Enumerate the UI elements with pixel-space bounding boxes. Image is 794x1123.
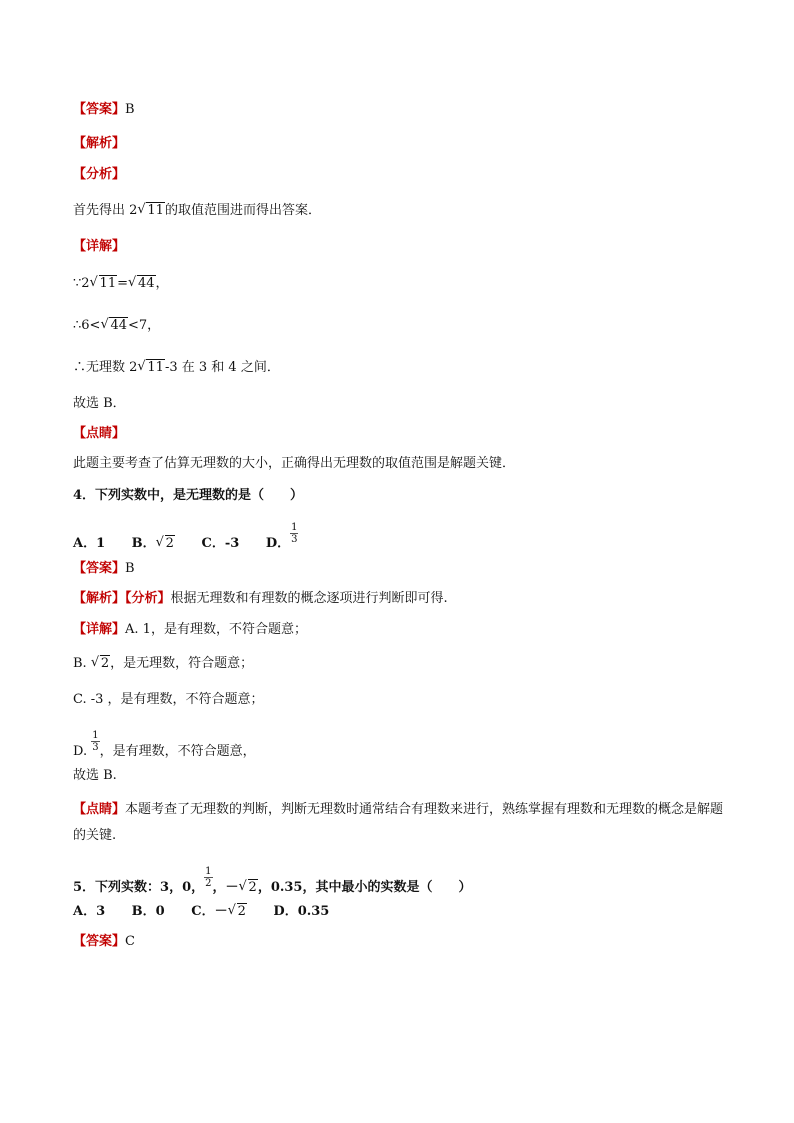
q4-options — [73, 522, 320, 555]
text: -3 在 3 和 4 之间． — [164, 360, 280, 375]
sqrt: √ 11 — [89, 275, 117, 291]
option-c — [191, 903, 247, 921]
text: 的取值范围进而得出答案． — [164, 203, 321, 218]
option-b — [132, 535, 175, 553]
q5-answer — [73, 933, 135, 951]
answer-tag: 【答案】 — [73, 102, 126, 117]
q4-detail-c — [73, 691, 264, 709]
text: ，0.35，其中最小的实数是（ ） — [257, 880, 472, 895]
q3-xiangjie-heading — [73, 238, 125, 256]
q3-step1 — [73, 275, 169, 293]
sqrt: √ 2 — [155, 535, 174, 551]
question-text: 4．下列实数中，是无理数的是（ ） — [73, 488, 304, 503]
text: D. — [73, 744, 92, 759]
text: ∵2 — [73, 276, 90, 291]
dianjing-tag: 【点睛】 — [73, 802, 126, 817]
text: ，是无理数，符合题意； — [110, 656, 254, 671]
q3-conclusion — [73, 395, 126, 413]
q4-detail-b — [73, 655, 253, 673]
fenxi-tag: 【分析】 — [125, 591, 171, 606]
answer-value: B — [125, 561, 135, 576]
option-label: B． — [131, 536, 156, 551]
q4-question — [73, 487, 303, 505]
text: = — [117, 276, 128, 291]
q3-analysis-heading — [73, 135, 125, 153]
answer-tag: 【答案】 — [73, 561, 126, 576]
option-a: A．1 — [73, 536, 106, 551]
q3-dianjing-heading — [73, 425, 125, 443]
analysis-tag: 【解析】 — [73, 591, 126, 606]
text: 此题主要考查了估算无理数的大小，正确得出无理数的取值范围是解题关键． — [73, 456, 516, 471]
option-d — [265, 522, 299, 555]
radicand: 11 — [147, 360, 164, 375]
text: 故选 B. — [73, 768, 117, 783]
fraction — [204, 866, 212, 889]
numerator: 1 — [291, 522, 298, 533]
q3-step3 — [73, 359, 280, 377]
option-a: A．3 — [73, 904, 106, 919]
text: ∴无理数 2 — [73, 360, 138, 375]
q3-step2 — [73, 317, 160, 335]
radicand: 2 — [100, 656, 110, 671]
option-d: D．0.35 — [273, 904, 330, 919]
q4-detail-a — [73, 621, 307, 639]
option-label: D． — [265, 536, 291, 551]
option-b: B．0 — [131, 904, 165, 919]
text: ∴6< — [73, 318, 101, 333]
q4-dianjing — [73, 797, 733, 849]
text: 根据无理数和有理数的概念逐项进行判断即可得. — [170, 591, 448, 606]
numerator: 1 — [205, 866, 212, 877]
xiangjie-tag: 【详解】 — [73, 622, 126, 637]
sqrt: √ 11 — [137, 202, 164, 218]
text: A. 1，是有理数，不符合题意； — [125, 622, 307, 637]
numerator: 1 — [92, 730, 99, 741]
radicand: 11 — [99, 276, 117, 291]
sqrt: √ 2 — [238, 879, 257, 895]
text: ，是有理数，不符合题意， — [99, 744, 256, 759]
text: C. -3 ，是有理数，不符合题意； — [73, 692, 264, 707]
fraction — [91, 730, 99, 753]
q4-analysis — [73, 590, 448, 608]
radicand: 44 — [110, 318, 127, 333]
text: ， — [155, 276, 169, 291]
q3-fenxi-text — [73, 202, 321, 220]
text: ，－ — [212, 880, 239, 895]
q4-detail-d — [73, 730, 256, 763]
answer-value: C — [125, 934, 135, 949]
q4-answer — [73, 560, 135, 578]
sqrt: √ 44 — [100, 317, 127, 333]
fenxi-tag: 【分析】 — [73, 167, 126, 182]
text: B. — [73, 656, 91, 671]
q4-conclusion — [73, 767, 117, 785]
q3-answer — [73, 101, 135, 119]
denominator: 2 — [205, 878, 212, 889]
radicand: 2 — [237, 904, 246, 919]
text: <7， — [127, 318, 161, 333]
answer-value: B — [125, 102, 135, 117]
radicand: 44 — [138, 276, 155, 291]
answer-tag: 【答案】 — [73, 934, 126, 949]
denominator: 3 — [291, 534, 298, 545]
text: 本题考查了无理数的判断，判断无理数时通常结合有理数来进行，熟练掌握有理数和无理数的概念是解题的关键. — [73, 802, 724, 843]
denominator: 3 — [92, 742, 99, 753]
q3-dianjing-text — [73, 455, 515, 473]
q5-options — [73, 903, 351, 921]
analysis-tag: 【解析】 — [73, 136, 126, 151]
radicand: 2 — [165, 536, 174, 551]
sqrt: √ 2 — [90, 655, 110, 671]
sqrt: √ 2 — [227, 903, 246, 919]
radicand: 11 — [147, 203, 164, 218]
text: 首先得出 2 — [73, 203, 138, 218]
text: 5．下列实数：3，0， — [73, 880, 205, 895]
option-c: C．-3 — [201, 536, 240, 551]
q5-question — [73, 866, 472, 899]
fraction — [290, 522, 298, 545]
dianjing-tag: 【点睛】 — [73, 426, 126, 441]
radicand: 2 — [248, 880, 257, 895]
sqrt: √ 44 — [128, 275, 155, 291]
option-label: C．－ — [191, 904, 228, 919]
q3-fenxi-heading — [73, 166, 125, 184]
sqrt: √ 11 — [137, 359, 164, 375]
xiangjie-tag: 【详解】 — [73, 239, 126, 254]
text: 故选 B． — [73, 396, 126, 411]
